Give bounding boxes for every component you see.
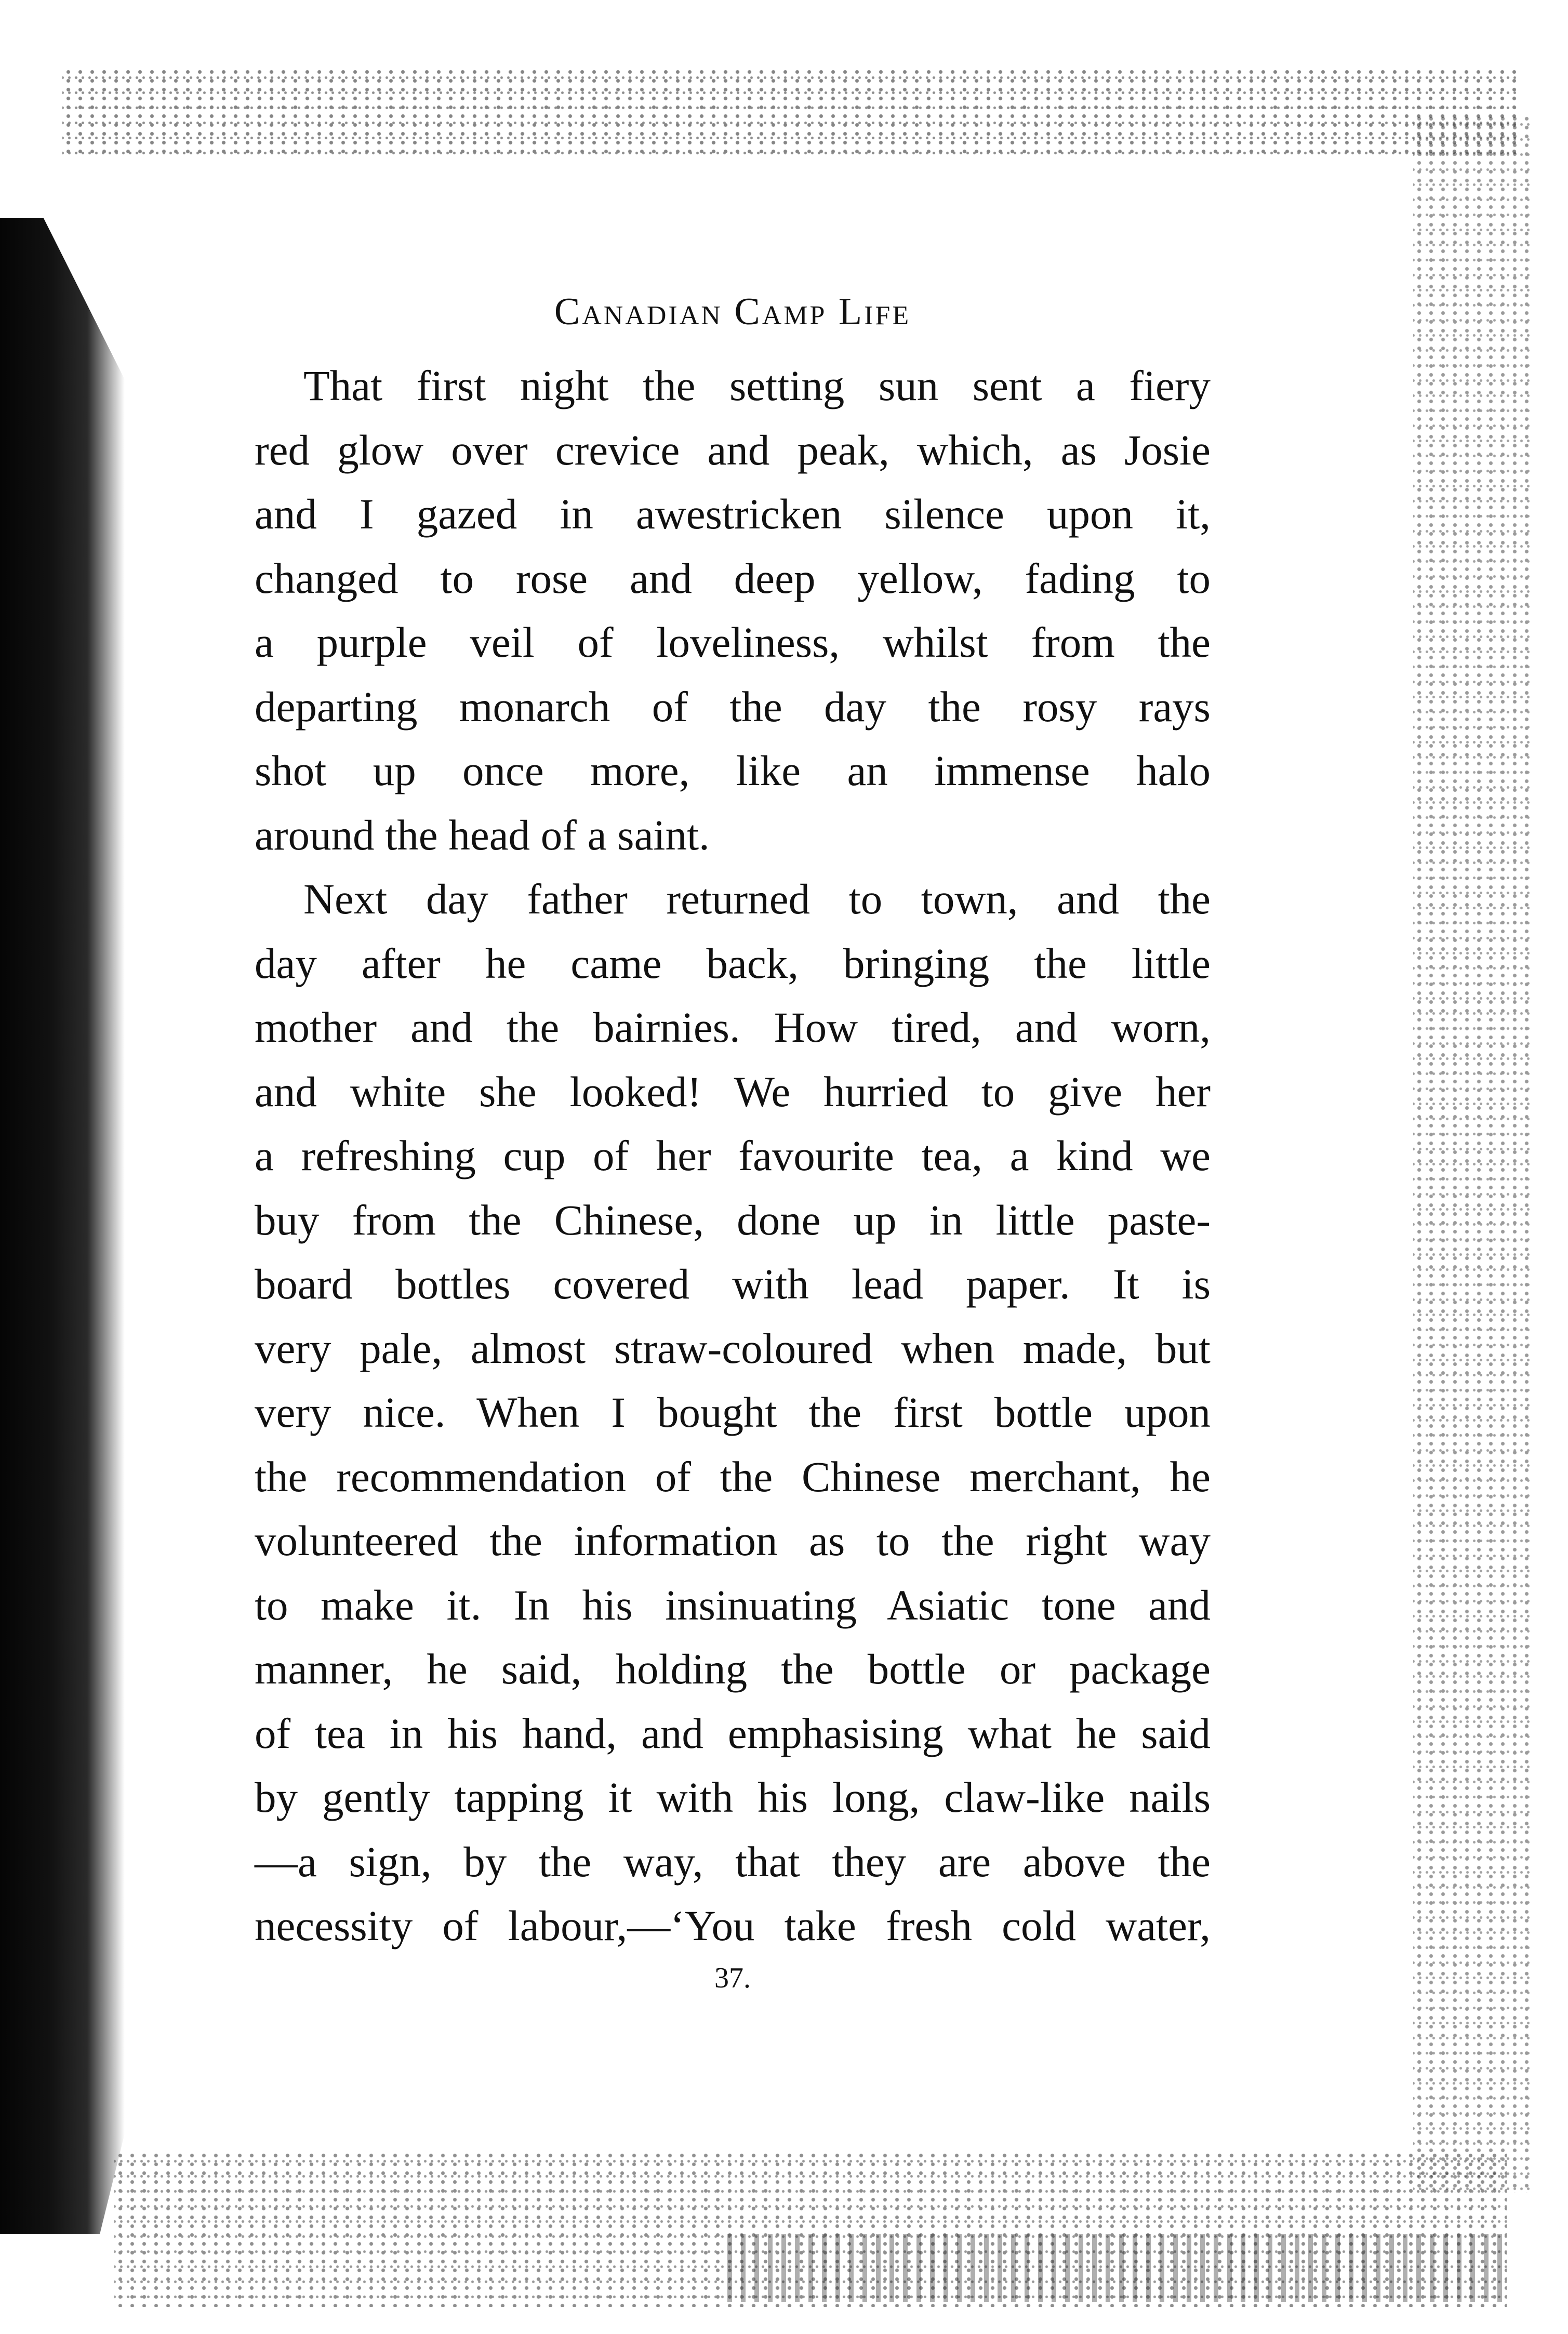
text-line: around the head of a saint. xyxy=(255,811,710,859)
text-line: volunteered the information as to the right way xyxy=(255,1517,1211,1565)
text-line: necessity of labour,—‘You take fresh cold water, xyxy=(255,1902,1211,1950)
paragraph-1 xyxy=(255,354,1211,867)
page-body xyxy=(255,291,1211,1993)
text-line: of tea in his hand, and emphasising what he said xyxy=(255,1709,1211,1757)
text-line: to make it. In his insinuating Asiatic tone and xyxy=(255,1581,1211,1629)
text-line: and white she looked! We hurried to give her xyxy=(255,1067,1211,1116)
binding-shadow xyxy=(0,218,125,2234)
text-line: day after he came back, bringing the little xyxy=(255,939,1211,987)
text-line: a purple veil of loveliness, whilst from the xyxy=(255,618,1211,667)
text-line: Next day father returned to town, and the xyxy=(303,875,1211,923)
text-line: buy from the Chinese, done up in little paste- xyxy=(255,1196,1211,1244)
running-head: Canadian Camp Life xyxy=(554,290,911,333)
text-line: changed to rose and deep yellow, fading to xyxy=(255,554,1211,602)
text-line: —a sign, by the way, that they are above the xyxy=(255,1837,1211,1886)
paragraph-2 xyxy=(255,867,1211,1958)
text-line: manner, he said, holding the bottle or package xyxy=(255,1645,1211,1693)
page-edge-top xyxy=(62,68,1517,156)
page-number: 37. xyxy=(714,1961,751,1994)
text-line: board bottles covered with lead paper. It is xyxy=(255,1260,1211,1308)
text-line: and I gazed in awestricken silence upon it, xyxy=(255,490,1211,538)
text-line: departing monarch of the day the rosy rays xyxy=(255,682,1211,731)
text-line: the recommendation of the Chinese merchant, he xyxy=(255,1452,1211,1501)
text-line: shot up once more, like an immense halo xyxy=(255,747,1211,795)
page-edge-right xyxy=(1413,114,1533,2193)
text-line: very nice. When I bought the first bottle upon xyxy=(255,1388,1211,1437)
page-edge-bottom-dark xyxy=(727,2234,1507,2302)
text-line: a refreshing cup of her favourite tea, a kind we xyxy=(255,1132,1211,1180)
text-line: That first night the setting sun sent a fiery xyxy=(303,362,1211,410)
text-line: very pale, almost straw-coloured when made, but xyxy=(255,1324,1211,1372)
text-line: mother and the bairnies. How tired, and worn, xyxy=(255,1003,1211,1052)
text-line: red glow over crevice and peak, which, as Josie xyxy=(255,426,1211,474)
text-line: by gently tapping it with his long, claw-like nails xyxy=(255,1773,1211,1822)
